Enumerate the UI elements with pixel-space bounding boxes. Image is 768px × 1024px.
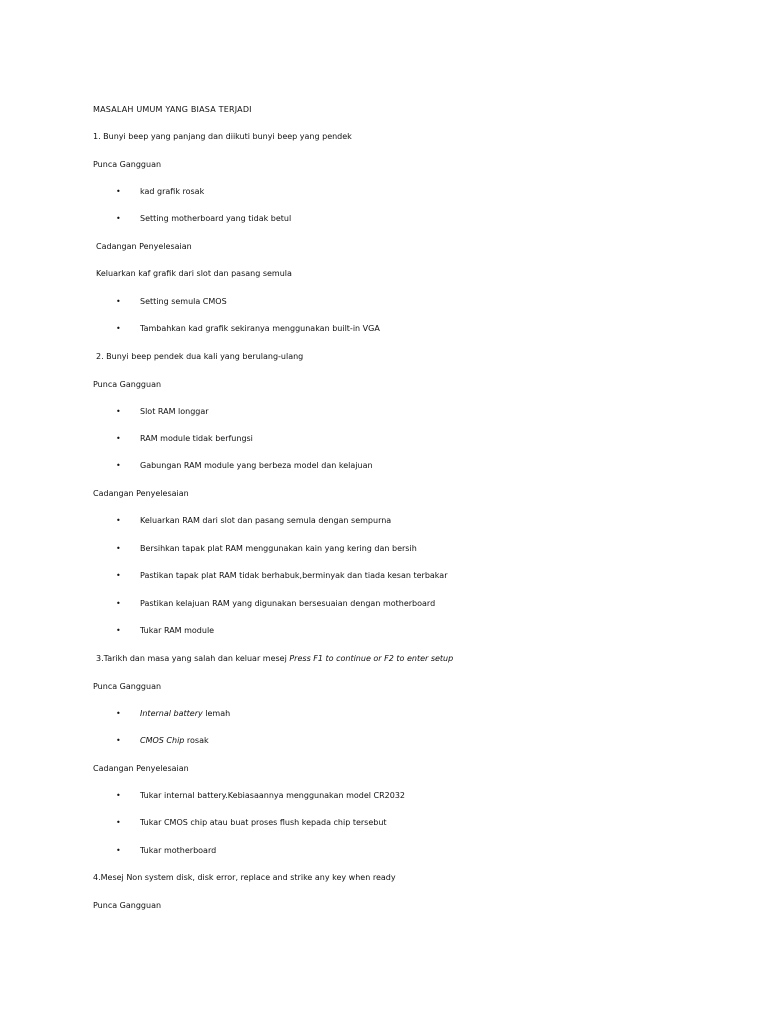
list-item-text: RAM module tidak berfungsi [140,434,253,443]
list-item-text: Tukar RAM module [140,626,215,635]
section-1-solution-label: Cadangan Penyelesaian [96,242,192,251]
list-item-emphasis: Internal battery [140,709,203,718]
section-3-heading-message: Press F1 to continue or F2 to enter setup [289,654,454,663]
bullet-icon: • [116,846,121,855]
section-2-solution-label: Cadangan Penyelesaian [93,489,189,498]
list-item-text: Slot RAM longgar [140,407,209,416]
list-item-text: Tambahkan kad grafik sekiranya menggunakan built-in VGA [140,324,380,333]
bullet-icon: • [116,434,121,443]
bullet-icon: • [116,461,121,470]
bullet-icon: • [116,626,121,635]
list-item-text: Setting semula CMOS [140,297,227,306]
list-item-rest: lemah [202,709,231,718]
bullet-icon: • [116,709,121,718]
list-item-emphasis: CMOS Chip [140,736,185,745]
section-4-heading: 4.Mesej Non system disk, disk error, replace and strike any key when ready [93,873,396,882]
bullet-icon: • [116,187,121,196]
list-item-text [140,736,209,746]
bullet-icon: • [116,818,121,827]
section-1-solution-intro: Keluarkan kaf grafik dari slot dan pasang semula [96,269,292,278]
list-item-text [140,709,230,719]
document-title: MASALAH UMUM YANG BIASA TERJADI [93,105,252,114]
bullet-icon: • [116,297,121,306]
section-1-heading: 1. Bunyi beep yang panjang dan diikuti bunyi beep yang pendek [93,132,352,141]
bullet-icon: • [116,407,121,416]
list-item-text: Tukar motherboard [140,846,217,855]
list-item-text: Pastikan kelajuan RAM yang digunakan bersesuaian dengan motherboard [140,599,436,608]
list-item-text: Tukar CMOS chip atau buat proses flush kepada chip tersebut [140,818,387,827]
bullet-icon: • [116,324,121,333]
section-3-cause-label: Punca Gangguan [93,682,162,691]
list-item-text: kad grafik rosak [140,187,205,196]
bullet-icon: • [116,516,121,525]
bullet-icon: • [116,736,121,745]
section-2-cause-label: Punca Gangguan [93,380,162,389]
list-item-text: Gabungan RAM module yang berbeza model dan kelajuan [140,461,373,470]
list-item-text: Tukar internal battery.Kebiasaannya menggunakan model CR2032 [140,791,406,800]
section-1-cause-label: Punca Gangguan [93,160,162,169]
section-3-heading [96,654,453,664]
bullet-icon: • [116,791,121,800]
section-2-heading: 2. Bunyi beep pendek dua kali yang berulang-ulang [96,352,304,361]
bullet-icon: • [116,544,121,553]
section-3-heading-text: 3.Tarikh dan masa yang salah dan keluar mesej [96,654,290,663]
section-4-cause-label: Punca Gangguan [93,901,162,910]
list-item-text: Bersihkan tapak plat RAM menggunakan kain yang kering dan bersih [140,544,417,553]
bullet-icon: • [116,214,121,223]
list-item-rest: rosak [184,736,209,745]
bullet-icon: • [116,571,121,580]
bullet-icon: • [116,599,121,608]
list-item-text: Setting motherboard yang tidak betul [140,214,292,223]
section-3-solution-label: Cadangan Penyelesaian [93,764,189,773]
list-item-text: Keluarkan RAM dari slot dan pasang semula dengan sempurna [140,516,392,525]
list-item-text: Pastikan tapak plat RAM tidak berhabuk,berminyak dan tiada kesan terbakar [140,571,448,580]
